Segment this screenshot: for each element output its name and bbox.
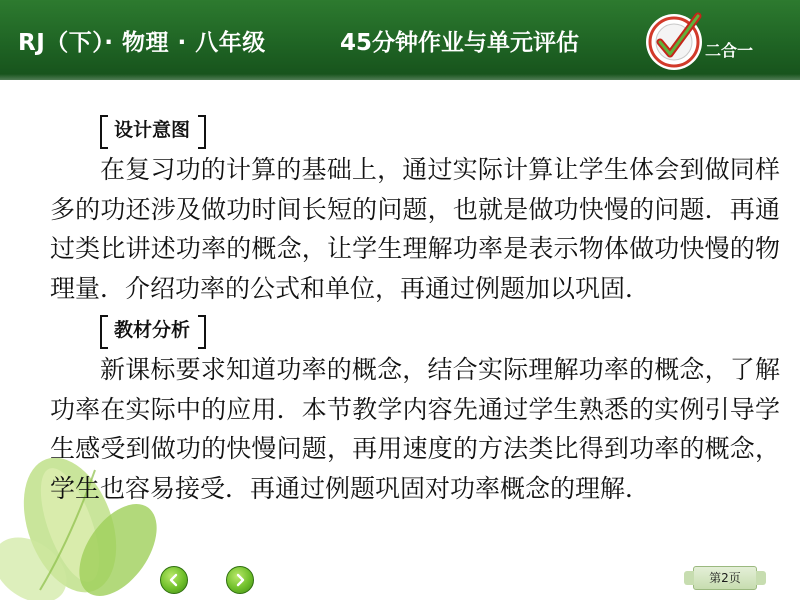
section-material-analysis — [50, 308, 780, 508]
checkmark-logo-icon — [640, 6, 708, 74]
section-design-intent — [50, 108, 780, 308]
header-bar — [0, 0, 800, 80]
chevron-left-icon — [167, 573, 181, 587]
section-tag: 设计意图 — [100, 111, 206, 150]
header-right-label: 二合一 — [705, 41, 754, 60]
page-number-indicator: 第2页 — [693, 566, 757, 590]
content-area — [50, 108, 780, 508]
next-page-button[interactable] — [226, 566, 254, 594]
section-paragraph: 新课标要求知道功率的概念，结合实际理解功率的概念，了解功率在实际中的应用．本节教学内容先通过学生熟悉的实例引导学生感受到做功的快慢问题，再用速度的方法类比得到功率的概念，学生也容易接受．再通过例题巩固对功率概念的理解． — [50, 355, 780, 503]
section-tag: 教材分析 — [100, 311, 206, 350]
header-center-title: 45分钟作业与单元评估 — [340, 30, 580, 56]
prev-page-button[interactable] — [160, 566, 188, 594]
chevron-right-icon — [233, 573, 247, 587]
section-paragraph: 在复习功的计算的基础上，通过实际计算让学生体会到做同样多的功还涉及做功时间长短的问题，也就是做功快慢的问题．再通过类比讲述功率的概念，让学生理解功率是表示物体做功快慢的物理量．介绍功率的公式和单位，再通过例题加以巩固． — [50, 155, 780, 303]
header-left-title: RJ（下）· 物理 · 八年级 — [18, 30, 266, 56]
